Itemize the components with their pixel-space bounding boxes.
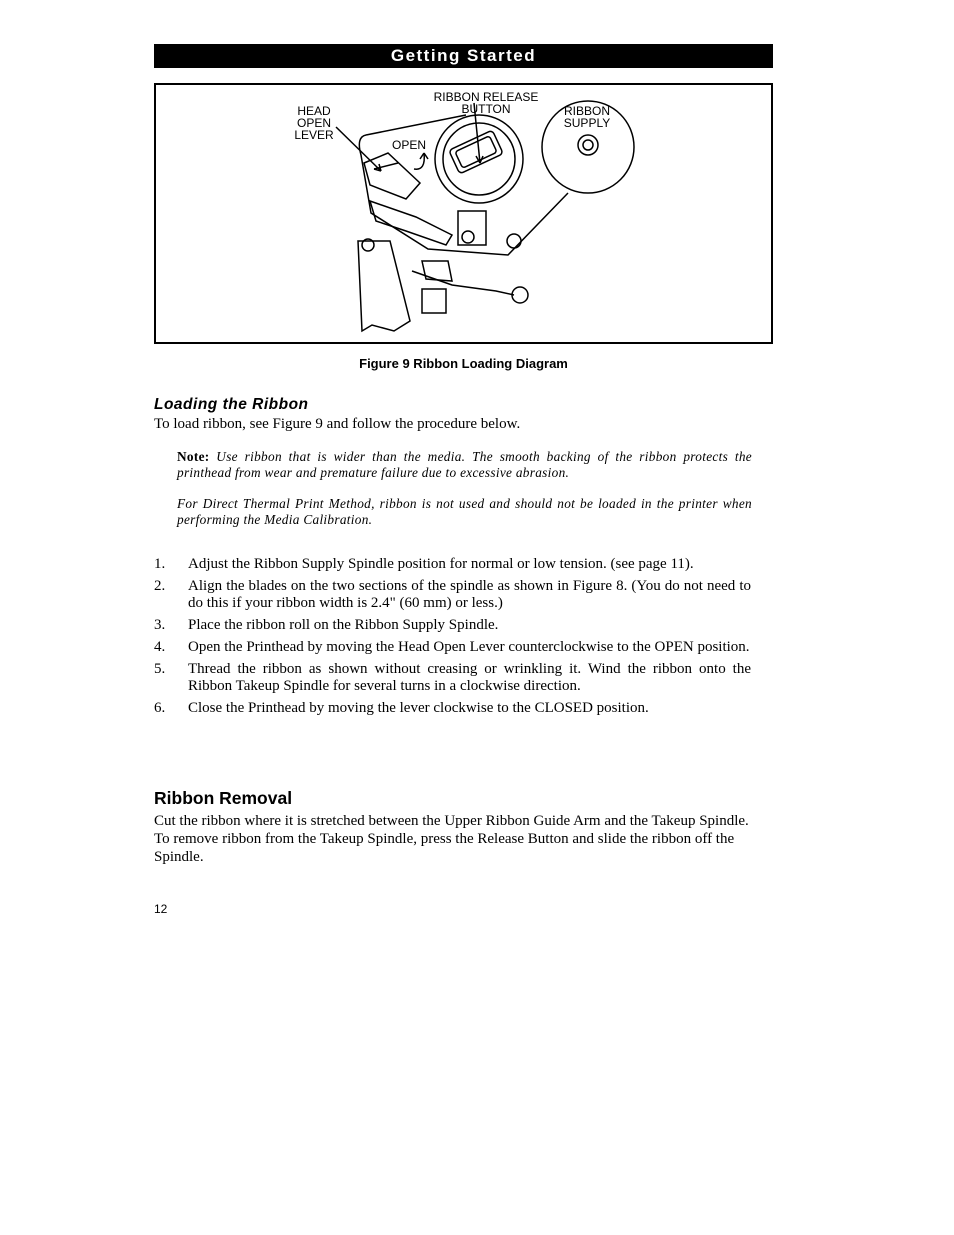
ribbon-release-button-label: RIBBON RELEASE BUTTON [433,90,539,116]
list-item: 2. Align the blades on the two sections of the spindle as shown in Figure 8. (You do not need to do this if your ribbon width is 2.4" (60 mm) or less.) [154,578,751,611]
section-title-ribbon-removal: Ribbon Removal [154,788,293,808]
loading-intro-text: To load ribbon, see Figure 9 and follow the procedure below. [154,416,521,432]
guide-block [422,289,446,313]
list-item: 1. Adjust the Ribbon Supply Spindle position for normal or low tension. (see page 11). [154,556,694,572]
page-number: 12 [154,902,168,916]
section-title-loading-ribbon: Loading the Ribbon [154,396,309,413]
list-item: 5. Thread the ribbon as shown without creasing or wrinkling it. Wind the ribbon onto the Ribbon Takeup Spindle for several turns in a clockwise direction. [154,661,751,694]
ribbon-path [359,135,568,255]
list-item: 3. Place the ribbon roll on the Ribbon Supply Spindle. [154,617,499,633]
open-direction-label: OPEN [391,138,426,152]
figure-caption: Figure 9 Ribbon Loading Diagram [359,356,568,371]
ribbon-guide-roller [507,234,521,248]
ribbon-removal-text: Cut the ribbon where it is stretched between the Upper Ribbon Guide Arm and the Takeup Spindle. To remove ribbon from the Takeup Spindle, press the Release Button and slide the ribbon off the Spindle. [154,813,749,865]
note-block [177,449,752,481]
ribbon-loading-diagram [154,83,773,344]
head-open-lever-label: HEAD OPEN LEVER [294,104,334,142]
ribbon-diagram-drawing [156,85,771,342]
page-section-header: Getting Started [154,44,773,68]
note-text: Use ribbon that is wider than the media. The smooth backing of the ribbon protects the printhead from wear and premature failure due to excessive abrasion. [177,449,752,480]
note-label: Note: [177,449,210,464]
upper-ribbon-guide-arm [412,271,514,295]
direct-thermal-note: For Direct Thermal Print Method, ribbon is not used and should not be loaded in the printer when performing the Media Calibration. [177,496,752,527]
ribbon-supply-spindle [578,135,598,155]
media-guide [358,241,410,331]
head-open-lever [364,153,420,199]
ribbon-supply-label: RIBBON SUPPLY [563,104,611,130]
list-item: 6. Close the Printhead by moving the lever clockwise to the CLOSED position. [154,700,649,716]
loading-steps-list [154,556,751,722]
list-item: 4. Open the Printhead by moving the Head Open Lever counterclockwise to the OPEN position. [154,639,750,655]
